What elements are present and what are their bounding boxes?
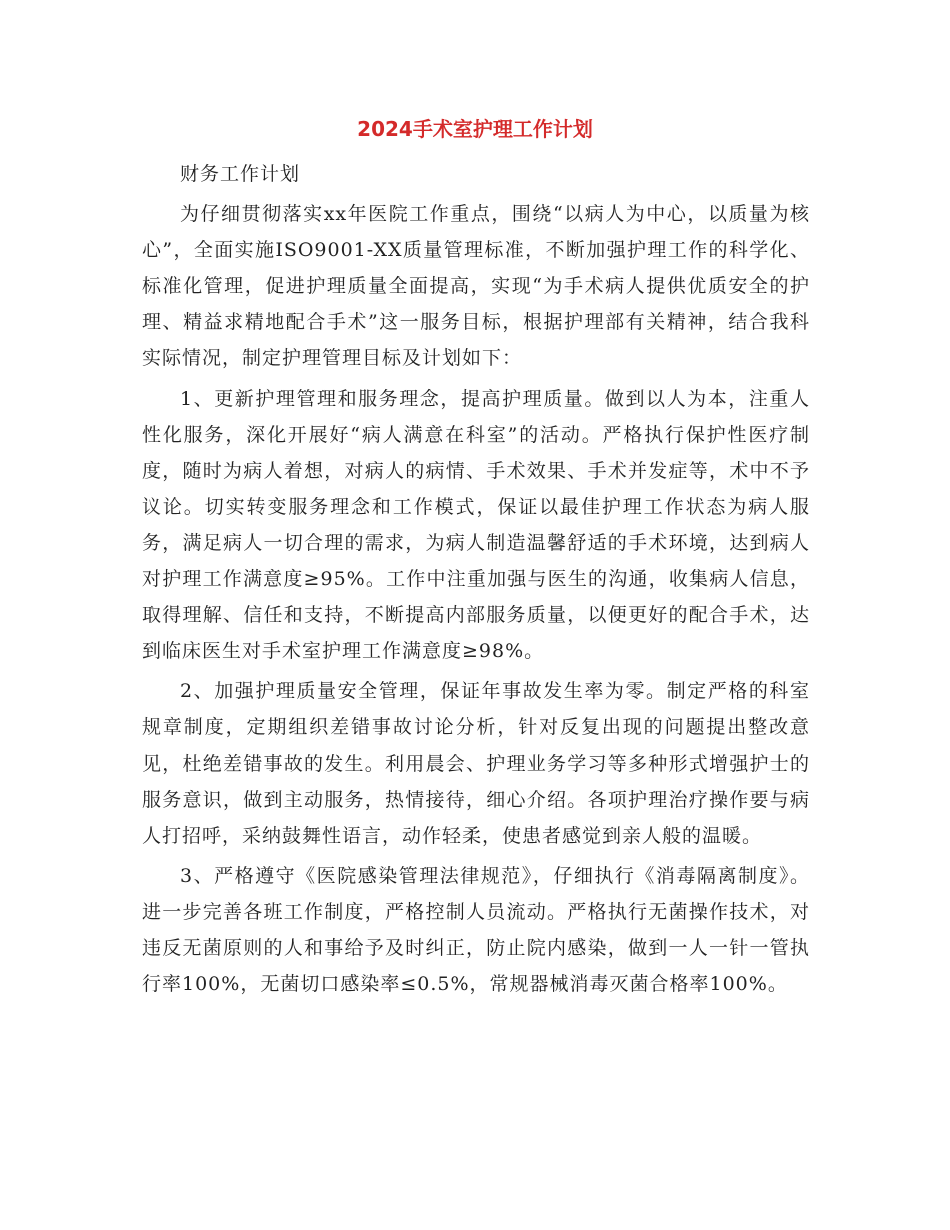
document-body bbox=[142, 156, 810, 1002]
paragraph-item-1: 1、更新护理管理和服务理念，提高护理质量。做到以人为本，注重人性化服务，深化开展好“病人满意在科室”的活动。严格执行保护性医疗制度，随时为病人着想，对病人的病情、手术效果、手术并发症等，术中不予议论。切实转变服务理念和工作模式，保证以最佳护理工作状态为病人服务，满足病人一切合理的需求，为病人制造温馨舒适的手术环境，达到病人对护理工作满意度≥95%。工作中注重加强与医生的沟通，收集病人信息，取得理解、信任和支持，不断提高内部服务质量，以便更好的配合手术，达到临床医生对手术室护理工作满意度≥98%。 bbox=[142, 387, 810, 663]
paragraph-subtitle: 财务工作计划 bbox=[180, 163, 301, 185]
document-title: 2024手术室护理工作计划 bbox=[357, 117, 593, 141]
paragraph-intro: 为仔细贯彻落实xx年医院工作重点，围绕“以病人为中心，以质量为核心”，全面实施ISO9001-XX质量管理标准，不断加强护理工作的科学化、标准化管理，促进护理质量全面提高，实现“为手术病人提供优质安全的护理、精益求精地配合手术”这一服务目标，根据护理部有关精神，结合我科实际情况，制定护理管理目标及计划如下： bbox=[142, 203, 810, 370]
paragraph-item-3: 3、严格遵守《医院感染管理法律规范》，仔细执行《消毒隔离制度》。进一步完善各班工作制度，严格控制人员流动。严格执行无菌操作技术，对违反无菌原则的人和事给予及时纠正，防止院内感染，做到一人一针一管执行率100%，无菌切口感染率≤0.5%，常规器械消毒灭菌合格率100%。 bbox=[142, 864, 810, 996]
paragraph-item-2: 2、加强护理质量安全管理，保证年事故发生率为零。制定严格的科室规章制度，定期组织差错事故讨论分析，针对反复出现的问题提出整改意见，杜绝差错事故的发生。利用晨会、护理业务学习等多种形式增强护士的服务意识，做到主动服务，热情接待，细心介绍。各项护理治疗操作要与病人打招呼，采纳鼓舞性语言，动作轻柔，使患者感觉到亲人般的温暖。 bbox=[142, 680, 810, 847]
